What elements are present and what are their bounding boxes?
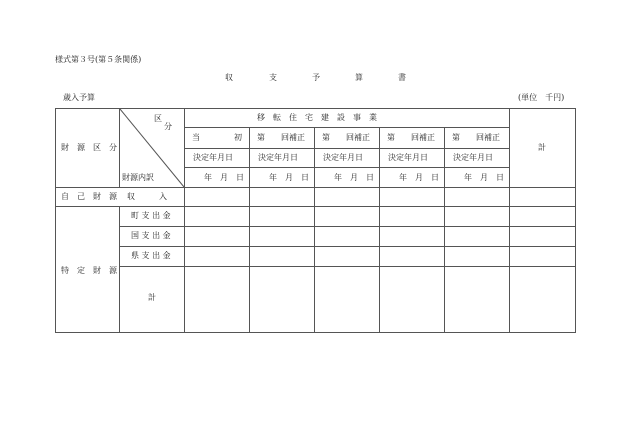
ymd-label: 年 月 日 <box>269 173 309 182</box>
col-rev4-b: 回補正 <box>476 133 500 142</box>
col-rev2-a: 第 <box>322 133 330 142</box>
col-initial-a: 当 <box>192 133 200 142</box>
col-rev1-a: 第 <box>257 133 265 142</box>
project-header: 移 転 住 宅 建 設 事 業 <box>257 113 377 122</box>
decision-date-label: 決定年月日 <box>323 153 363 162</box>
decision-date-label: 決定年月日 <box>193 153 233 162</box>
ymd-label: 年 月 日 <box>334 173 374 182</box>
national-grant-label: 国 支 出 金 <box>131 231 171 240</box>
col-rev1-b: 回補正 <box>281 133 305 142</box>
decision-date-label: 決定年月日 <box>453 153 493 162</box>
title-char: 収 <box>225 73 233 82</box>
budget-subtitle: 歳入予算 <box>63 93 95 102</box>
ymd-label: 年 月 日 <box>204 173 244 182</box>
decision-date-label: 決定年月日 <box>388 153 428 162</box>
title-char: 支 <box>269 73 277 82</box>
prefectural-grant-label: 県 支 出 金 <box>131 251 171 260</box>
specific-funds-label: 特 定 財 源 <box>61 266 117 275</box>
col-rev2-b: 回補正 <box>346 133 370 142</box>
corner-label-bun: 分 <box>164 122 172 131</box>
ymd-label: 年 月 日 <box>399 173 439 182</box>
form-number: 様式第３号(第５条関係) <box>55 55 142 64</box>
title-char: 算 <box>355 73 363 82</box>
col-initial-b: 初 <box>234 133 242 142</box>
specific-subtotal-label: 計 <box>148 293 156 302</box>
funding-category-header: 財 源 区 分 <box>61 143 117 152</box>
total-column-header: 計 <box>538 143 546 152</box>
decision-date-label: 決定年月日 <box>258 153 298 162</box>
own-funds-label: 自 己 財 源 <box>61 192 117 201</box>
col-rev3-a: 第 <box>387 133 395 142</box>
income-label: 収 入 <box>127 192 167 201</box>
title-char: 予 <box>312 73 320 82</box>
budget-table <box>55 108 576 333</box>
col-rev3-b: 回補正 <box>411 133 435 142</box>
ymd-label: 年 月 日 <box>464 173 504 182</box>
corner-label-ku: 区 <box>154 114 162 123</box>
unit-label: (単位 千円) <box>518 93 565 102</box>
town-grant-label: 町 支 出 金 <box>131 211 171 220</box>
corner-label-breakdown: 財源内訳 <box>122 173 154 182</box>
title-char: 書 <box>398 73 406 82</box>
col-rev4-a: 第 <box>452 133 460 142</box>
